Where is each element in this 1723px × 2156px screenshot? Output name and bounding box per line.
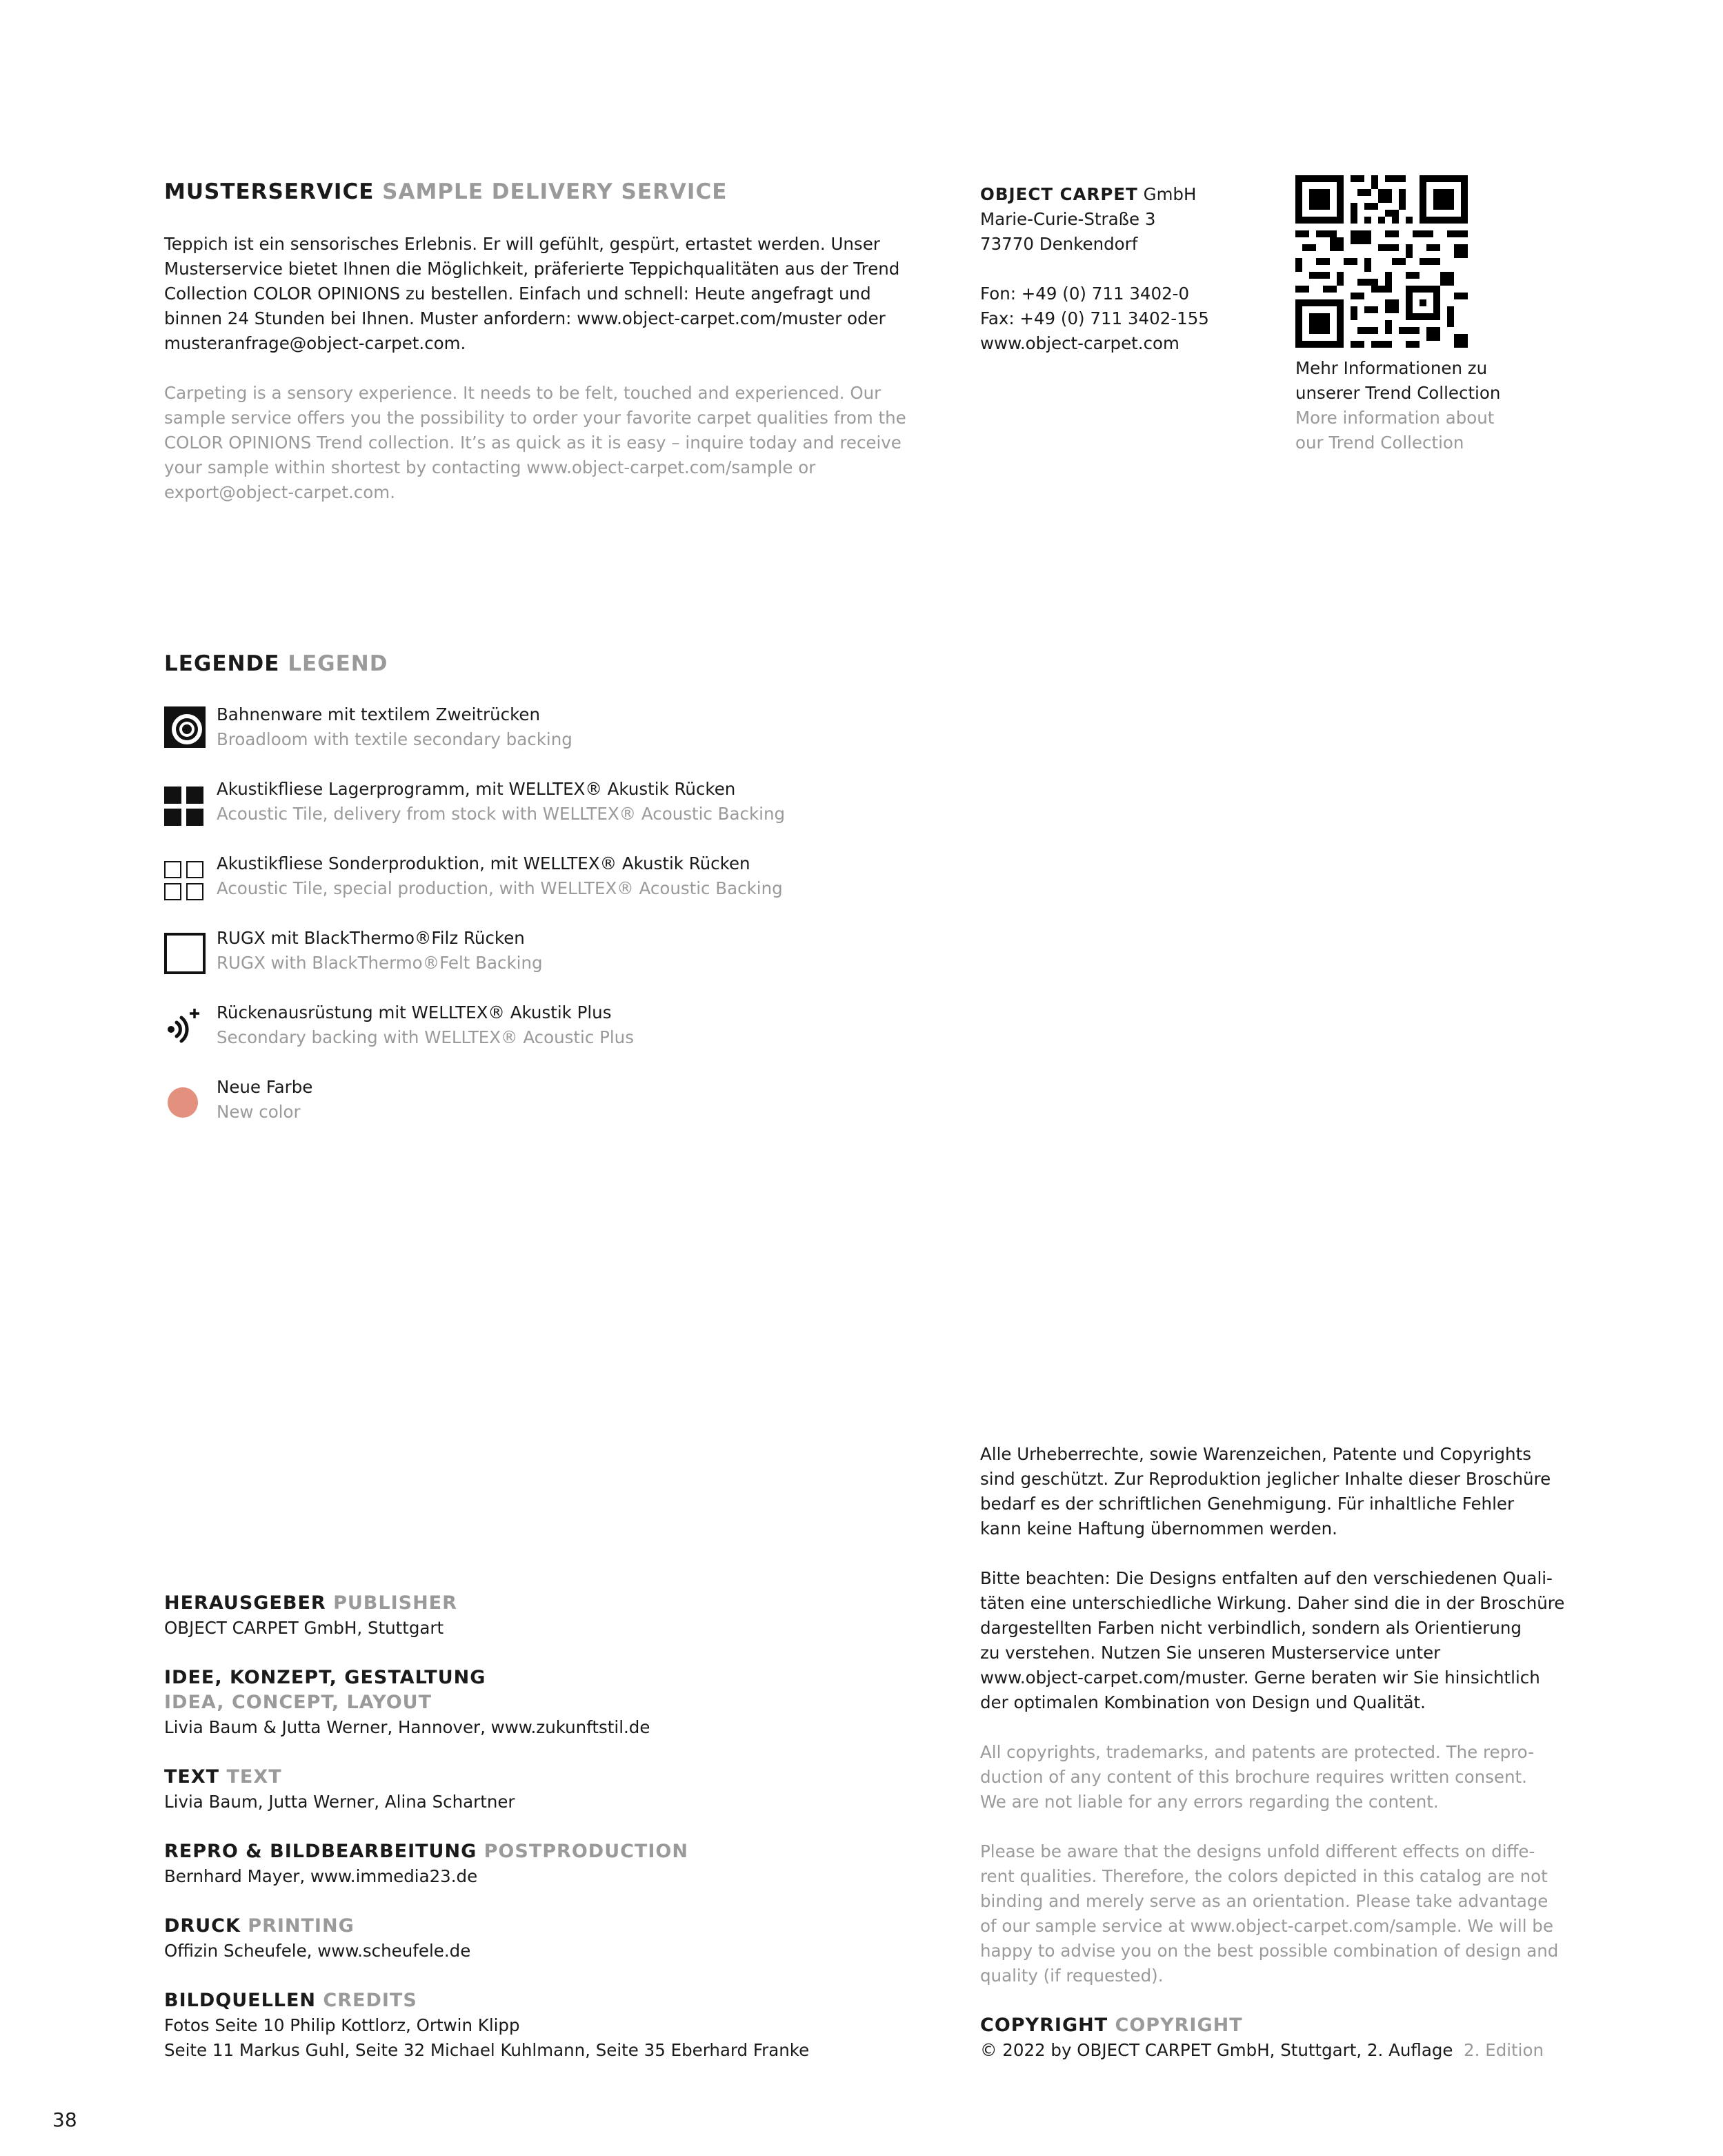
text-line: Please be aware that the designs unfold different effects on diffe-: [980, 1841, 1535, 1861]
address-block: [980, 182, 1209, 356]
credit-label: REPRO & BILDBEARBEITUNG: [164, 1841, 477, 1862]
qr-caption: [1295, 356, 1500, 455]
credit-line: OBJECT CARPET GmbH, Stuttgart: [164, 1618, 444, 1638]
heading-en: SAMPLE DELIVERY SERVICE: [382, 179, 728, 204]
text-line: COLOR OPINIONS Trend collection. It’s as quick as it is easy – inquire today and receive: [164, 433, 902, 453]
qr-caption-en: More information about: [1295, 408, 1495, 428]
text-line: täten eine unterschiedliche Wirkung. Daher sind die in der Broschüre: [980, 1593, 1565, 1613]
credit-label: DRUCK: [164, 1915, 241, 1937]
legend-label-de: Akustikfliese Sonderproduktion, mit WELLTEX® Akustik Rücken: [217, 853, 750, 873]
legend-item-new-color: [164, 1075, 923, 1130]
credit-label-en: POSTPRODUCTION: [484, 1841, 688, 1862]
text-line: zu verstehen. Nutzen Sie unseren Musterservice unter: [980, 1643, 1441, 1663]
text-line: binding and merely serve as an orientation. Please take advantage: [980, 1891, 1548, 1911]
text-line: Teppich ist ein sensorisches Erlebnis. Er will gefühlt, gespürt, ertastet werden. Unser: [164, 234, 880, 254]
square-outline-icon: [164, 933, 206, 974]
legend-label-en: New color: [217, 1102, 301, 1122]
company-suffix: GmbH: [1137, 184, 1197, 204]
copyright-edition-en: 2. Edition: [1464, 2040, 1544, 2060]
sound-waves-plus-icon: [164, 1005, 206, 1046]
credit-label-en: PRINTING: [248, 1915, 355, 1937]
credit-line: Offizin Scheufele, www.scheufele.de: [164, 1941, 471, 1961]
legend-item-special-tile: [164, 851, 923, 907]
copyright-label: COPYRIGHT: [980, 2015, 1108, 2036]
heading-de: LEGENDE: [164, 651, 280, 676]
credits-block: [164, 1591, 957, 2063]
text-line: bedarf es der schriftlichen Genehmigung. Für inhaltliche Fehler: [980, 1494, 1515, 1514]
text-line: Bitte beachten: Die Designs entfalten auf den verschiedenen Quali-: [980, 1568, 1553, 1588]
credit-label: TEXT: [164, 1766, 220, 1788]
legend-label-en: RUGX with BlackThermo®Felt Backing: [217, 953, 543, 973]
target-icon: [164, 706, 206, 748]
credit-line: Fotos Seite 10 Philip Kottlorz, Ortwin Klipp: [164, 2015, 520, 2035]
legal-de-copyright: [980, 1442, 1551, 1541]
copyright-text: © 2022 by OBJECT CARPET GmbH, Stuttgart, 2. Auflage: [980, 2040, 1453, 2060]
text-line: duction of any content of this brochure requires written consent.: [980, 1767, 1527, 1787]
address-street: Marie-Curie-Straße 3: [980, 209, 1156, 229]
text-line: der optimalen Kombination von Design und Qualität.: [980, 1692, 1426, 1712]
qr-code-icon[interactable]: [1295, 175, 1468, 348]
text-line: musteranfrage@object-carpet.com.: [164, 333, 466, 353]
legend-label-en: Acoustic Tile, delivery from stock with WELLTEX® Acoustic Backing: [217, 804, 786, 824]
legal-en-copyright: [980, 1740, 1534, 1814]
company-name: [980, 182, 1209, 207]
address-phone: Fon: +49 (0) 711 3402-0: [980, 284, 1190, 304]
legend-heading: [164, 650, 388, 678]
legend-item-stock-tile: [164, 777, 923, 832]
text-line: sind geschützt. Zur Reproduktion jeglicher Inhalte dieser Broschüre: [980, 1469, 1551, 1489]
legend-label-de: Rückenausrüstung mit WELLTEX® Akustik Plus: [217, 1002, 612, 1022]
legend-label-en: Secondary backing with WELLTEX® Acoustic Plus: [217, 1027, 634, 1047]
text-line: Collection COLOR OPINIONS zu bestellen. Einfach und schnell: Heute angefragt und: [164, 284, 871, 304]
text-line: Musterservice bietet Ihnen die Möglichkeit, präferierte Teppichqualitäten aus der Trend: [164, 259, 900, 279]
legend-label-en: Broadloom with textile secondary backing: [217, 729, 572, 749]
text-line: export@object-carpet.com.: [164, 482, 395, 502]
text-line: binnen 24 Stunden bei Ihnen. Muster anfordern: www.object-carpet.com/muster oder: [164, 308, 886, 328]
credit-line: Livia Baum, Jutta Werner, Alina Schartner: [164, 1792, 515, 1812]
text-line: Alle Urheberrechte, sowie Warenzeichen, Patente und Copyrights: [980, 1444, 1531, 1464]
solid-tiles-icon: [164, 782, 204, 822]
text-line: rent qualities. Therefore, the colors depicted in this catalog are not: [980, 1866, 1548, 1886]
credit-printing: [164, 1914, 957, 1988]
heading-en: LEGEND: [288, 651, 388, 676]
legend-label-de: Bahnenware mit textilem Zweitrücken: [217, 704, 540, 724]
credit-postproduction: [164, 1839, 957, 1914]
credit-text: [164, 1765, 957, 1839]
address-web[interactable]: www.object-carpet.com: [980, 333, 1179, 353]
credit-concept: [164, 1665, 957, 1765]
credit-label: HERAUSGEBER: [164, 1592, 326, 1614]
credit-label-en: PUBLISHER: [333, 1592, 457, 1614]
copyright-block: [980, 2013, 1544, 2063]
text-line: quality (if requested).: [980, 1966, 1164, 1986]
credit-line: Seite 11 Markus Guhl, Seite 32 Michael Kuhlmann, Seite 35 Eberhard Franke: [164, 2040, 810, 2060]
text-line: www.object-carpet.com/muster. Gerne beraten wir Sie hinsichtlich: [980, 1668, 1540, 1688]
text-line: of our sample service at www.object-carpet.com/sample. We will be: [980, 1916, 1553, 1936]
text-line: We are not liable for any errors regarding the content.: [980, 1792, 1439, 1812]
credit-image-sources: [164, 1988, 957, 2063]
credit-label: BILDQUELLEN: [164, 1990, 317, 2011]
qr-caption-de: unserer Trend Collection: [1295, 383, 1501, 403]
legal-en-note: [980, 1839, 1558, 1988]
legend-label-de: Akustikfliese Lagerprogramm, mit WELLTEX® Akustik Rücken: [217, 779, 736, 799]
legend-label-de: RUGX mit BlackThermo®Filz Rücken: [217, 928, 525, 948]
copyright-label-en: COPYRIGHT: [1115, 2015, 1243, 2036]
credit-label: IDEE, KONZEPT, GESTALTUNG: [164, 1667, 486, 1688]
page-number: 38: [52, 2108, 77, 2131]
text-line: happy to advise you on the best possible combination of design and: [980, 1941, 1559, 1961]
text-line: Carpeting is a sensory experience. It needs to be felt, touched and experienced. Our: [164, 383, 882, 403]
musterservice-text-en: [164, 381, 906, 505]
text-line: kann keine Haftung übernommen werden.: [980, 1519, 1337, 1539]
new-color-dot-icon: [168, 1087, 198, 1118]
legal-de-note: [980, 1566, 1564, 1715]
outline-tiles-icon: [164, 857, 204, 897]
musterservice-heading: [164, 178, 727, 206]
credit-publisher: [164, 1591, 957, 1665]
heading-de: MUSTERSERVICE: [164, 179, 375, 204]
legend-item-acoustic-plus: [164, 1000, 923, 1056]
address-fax: Fax: +49 (0) 711 3402-155: [980, 308, 1209, 328]
credit-line: Bernhard Mayer, www.immedia23.de: [164, 1866, 478, 1886]
credit-label-en: CREDITS: [323, 1990, 417, 2011]
address-city: 73770 Denkendorf: [980, 234, 1138, 254]
musterservice-text-de: [164, 232, 899, 356]
qr-caption-de: Mehr Informationen zu: [1295, 358, 1488, 378]
credit-label-en: IDEA, CONCEPT, LAYOUT: [164, 1692, 432, 1713]
credit-label-en: TEXT: [226, 1766, 282, 1788]
company-name-bold: OBJECT CARPET: [980, 184, 1138, 204]
qr-caption-en: our Trend Collection: [1295, 433, 1464, 453]
legend-label-de: Neue Farbe: [217, 1077, 313, 1097]
text-line: sample service offers you the possibility to order your favorite carpet qualities from the: [164, 408, 906, 428]
text-line: dargestellten Farben nicht verbindlich, sondern als Orientierung: [980, 1618, 1522, 1638]
text-line: All copyrights, trademarks, and patents are protected. The repro-: [980, 1742, 1534, 1762]
credit-line: Livia Baum & Jutta Werner, Hannover, www.zukunftstil.de: [164, 1717, 650, 1737]
legend-label-en: Acoustic Tile, special production, with WELLTEX® Acoustic Backing: [217, 878, 783, 898]
legend-item-rugx: [164, 926, 923, 981]
legend-item-broadloom: [164, 702, 923, 758]
text-line: your sample within shortest by contacting www.object-carpet.com/sample or: [164, 457, 816, 477]
